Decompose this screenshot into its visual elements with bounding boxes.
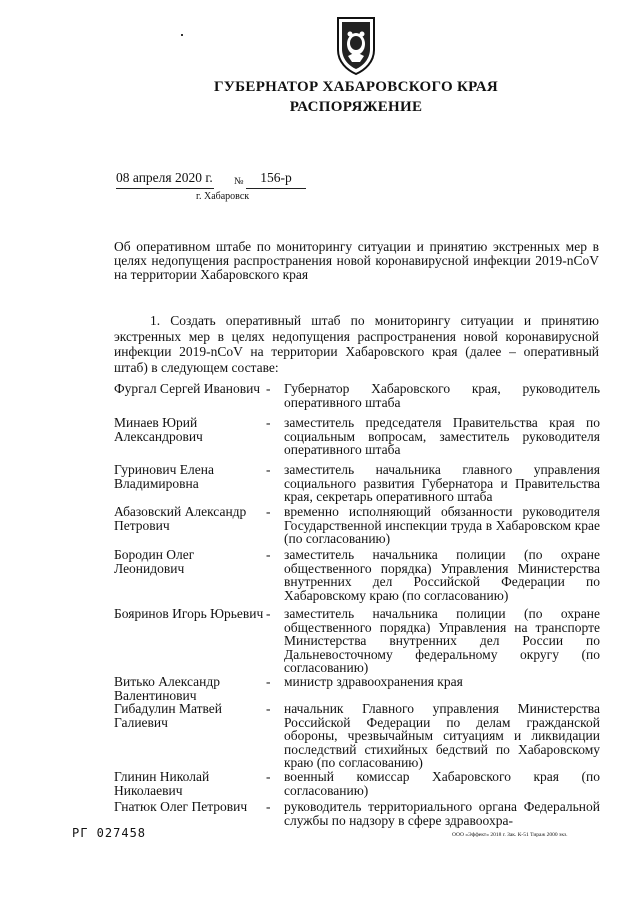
member-dash: - <box>266 701 271 716</box>
speck <box>181 34 183 36</box>
member-role: заместитель начальника полиции (по охране общественного порядка) Управления Министерства внутренних дел Российской Федерации по Хабаровскому краю (по согласованию) <box>284 547 600 603</box>
registration-number: РГ 027458 <box>72 826 147 840</box>
member-name: Минаев Юрий Александрович <box>114 415 203 444</box>
document-subject: Об оперативном штабе по мониторингу ситуации и принятию экстренных мер в целях недопущения распространения новой коронавирусной инфекции 2019-nCoV на территории Хабаровского края <box>114 239 599 282</box>
member-role: руководитель территориального органа Федеральной службы по надзору в сфере здравоохра- <box>284 799 600 828</box>
member-name: Фургал Сергей Иванович <box>114 381 261 396</box>
member-name: Гибадулин Матвей Галиевич <box>114 701 223 730</box>
member-role: заместитель начальника полиции (по охране общественного порядка) Управления на транспорте Министерства внутренних дел России по Дальневосточному федеральному округу (по согласованию) <box>284 606 600 675</box>
bear-shield-icon <box>332 14 380 76</box>
member-name: Витько Александр Валентинович <box>114 674 220 703</box>
member-role: начальник Главного управления Министерства Российской Федерации по делам гражданской обороны, чрезвычайным ситуациям и ликвидации последствий стихийных бедствий по Хабаровскому краю (по согласованию) <box>284 701 600 770</box>
member-dash: - <box>266 674 271 689</box>
document-date: 08 апреля 2020 г. <box>116 170 214 189</box>
document-type-heading: РАСПОРЯЖЕНИЕ <box>289 99 423 115</box>
printer-imprint: ООО «Эффект» 2018 г. Зак. К-51 Тираж 2000 экз. <box>452 832 568 838</box>
member-dash: - <box>266 769 271 784</box>
paragraph-1: 1. Создать оперативный штаб по мониторингу ситуации и принятию экстренных мер в целях недопущения распространения новой коронавирусной инфекции 2019-nCoV на территории Хабаровского края (далее – оперативный штаб) в следующем составе: <box>114 313 599 375</box>
member-dash: - <box>266 462 271 477</box>
member-name: Глинин Николай Николаевич <box>114 769 210 798</box>
member-dash: - <box>266 606 271 621</box>
member-role: министр здравоохранения края <box>284 674 463 689</box>
member-dash: - <box>266 504 271 519</box>
member-name: Гуринович Елена Владимировна <box>114 462 214 491</box>
member-name: Абазовский Александр Петрович <box>114 504 247 533</box>
number-sign: № <box>234 176 244 187</box>
member-dash: - <box>266 799 271 814</box>
member-role: военный комиссар Хабаровского края (по согласованию) <box>284 769 600 798</box>
coat-of-arms-emblem <box>332 14 380 76</box>
member-dash: - <box>266 547 271 562</box>
member-name: Гнатюк Олег Петрович <box>114 799 248 814</box>
member-role: заместитель председателя Правительства края по социальным вопросам, заместитель руководителя оперативного штаба <box>284 415 600 457</box>
member-dash: - <box>266 381 271 396</box>
member-dash: - <box>266 415 271 430</box>
member-role: заместитель начальника главного управления социального развития Губернатора и Правительства края, секретарь оперативного штаба <box>284 462 600 504</box>
member-role: временно исполняющий обязанности руководителя Государственной инспекции труда в Хабаровском крае (по согласованию) <box>284 504 600 546</box>
document-city: г. Хабаровск <box>196 191 250 202</box>
member-role: Губернатор Хабаровского края, руководитель оперативного штаба <box>284 381 600 410</box>
member-name: Бородин Олег Леонидович <box>114 547 195 576</box>
document-number: 156-р <box>246 170 306 189</box>
governor-heading: ГУБЕРНАТОР ХАБАРОВСКОГО КРАЯ <box>214 79 498 95</box>
member-name: Бояринов Игорь Юрьевич <box>114 606 264 621</box>
